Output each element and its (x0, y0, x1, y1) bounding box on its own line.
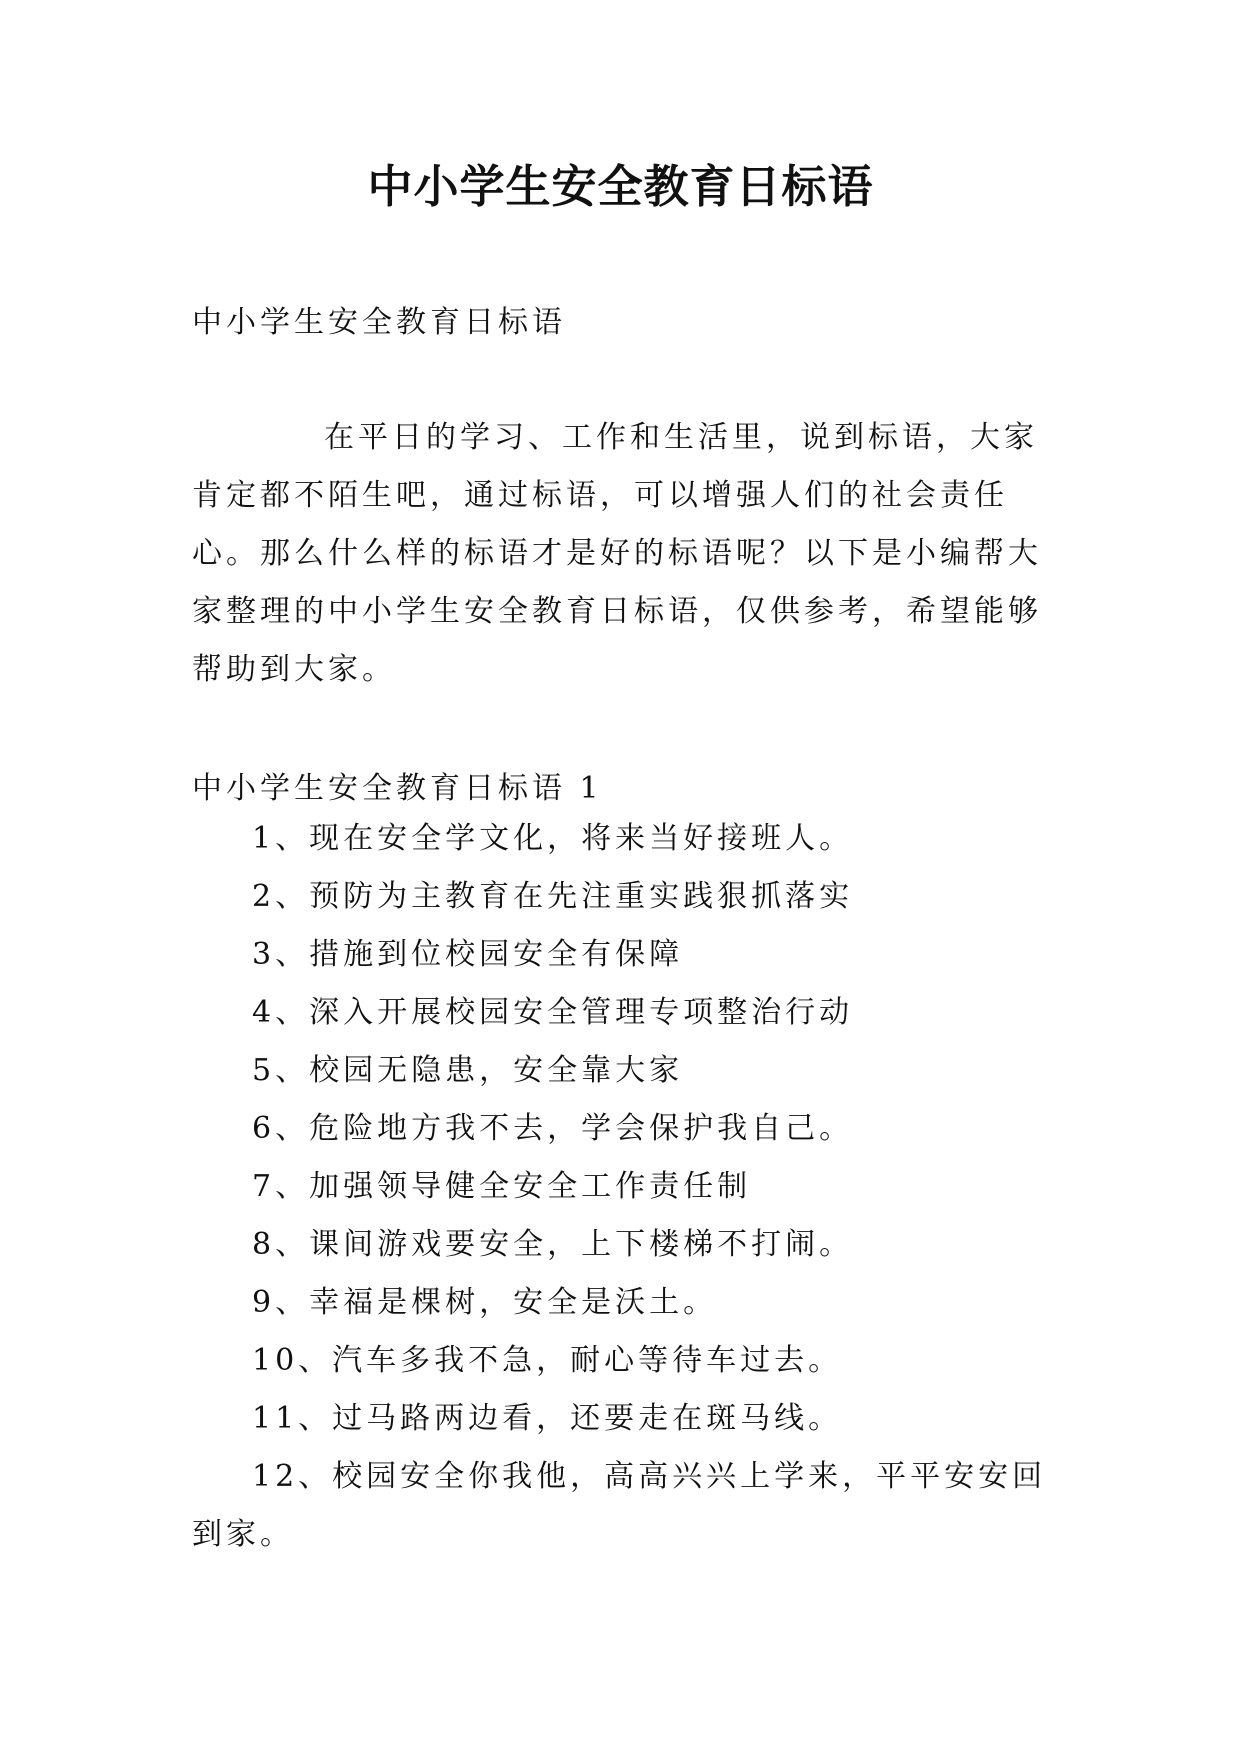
slogan-item: 8、课间游戏要安全，上下楼梯不打闹。 (252, 1227, 854, 1262)
slogan-item: 6、危险地方我不去，学会保护我自己。 (252, 1111, 854, 1146)
intro-paragraph (192, 409, 1052, 699)
slogan-item: 3、措施到位校园安全有保障 (252, 937, 684, 972)
slogan-item: 12、校园安全你我他，高高兴兴上学来，平平安安回到家。 (192, 1459, 1047, 1552)
section-heading: 中小学生安全教育日标语 1 (192, 771, 603, 806)
slogan-list (192, 810, 1052, 1564)
intro-text: 在平日的学习、工作和生活里，说到标语，大家肯定都不陌生吧，通过标语，可以增强人们的社会责任心。那么什么样的标语才是好的标语呢？以下是小编帮大家整理的中小学生安全教育日标语，仅供参考，希望能够帮助到大家。 (192, 420, 1042, 687)
slogan-item: 1、现在安全学文化，将来当好接班人。 (252, 821, 854, 856)
slogan-item: 5、校园无隐患，安全靠大家 (252, 1053, 684, 1088)
page-title: 中小学生安全教育日标语 (367, 160, 874, 213)
slogan-item: 2、预防为主教育在先注重实践狠抓落实 (252, 879, 854, 914)
slogan-item: 7、加强领导健全安全工作责任制 (252, 1169, 752, 1204)
slogan-item: 4、深入开展校园安全管理专项整治行动 (252, 995, 854, 1030)
slogan-item: 10、汽车多我不急，耐心等待车过去。 (252, 1343, 843, 1378)
document-subtitle: 中小学生安全教育日标语 (192, 305, 566, 340)
slogan-item: 11、过马路两边看，还要走在斑马线。 (252, 1401, 843, 1436)
slogan-item: 9、幸福是棵树，安全是沃土。 (252, 1285, 718, 1320)
